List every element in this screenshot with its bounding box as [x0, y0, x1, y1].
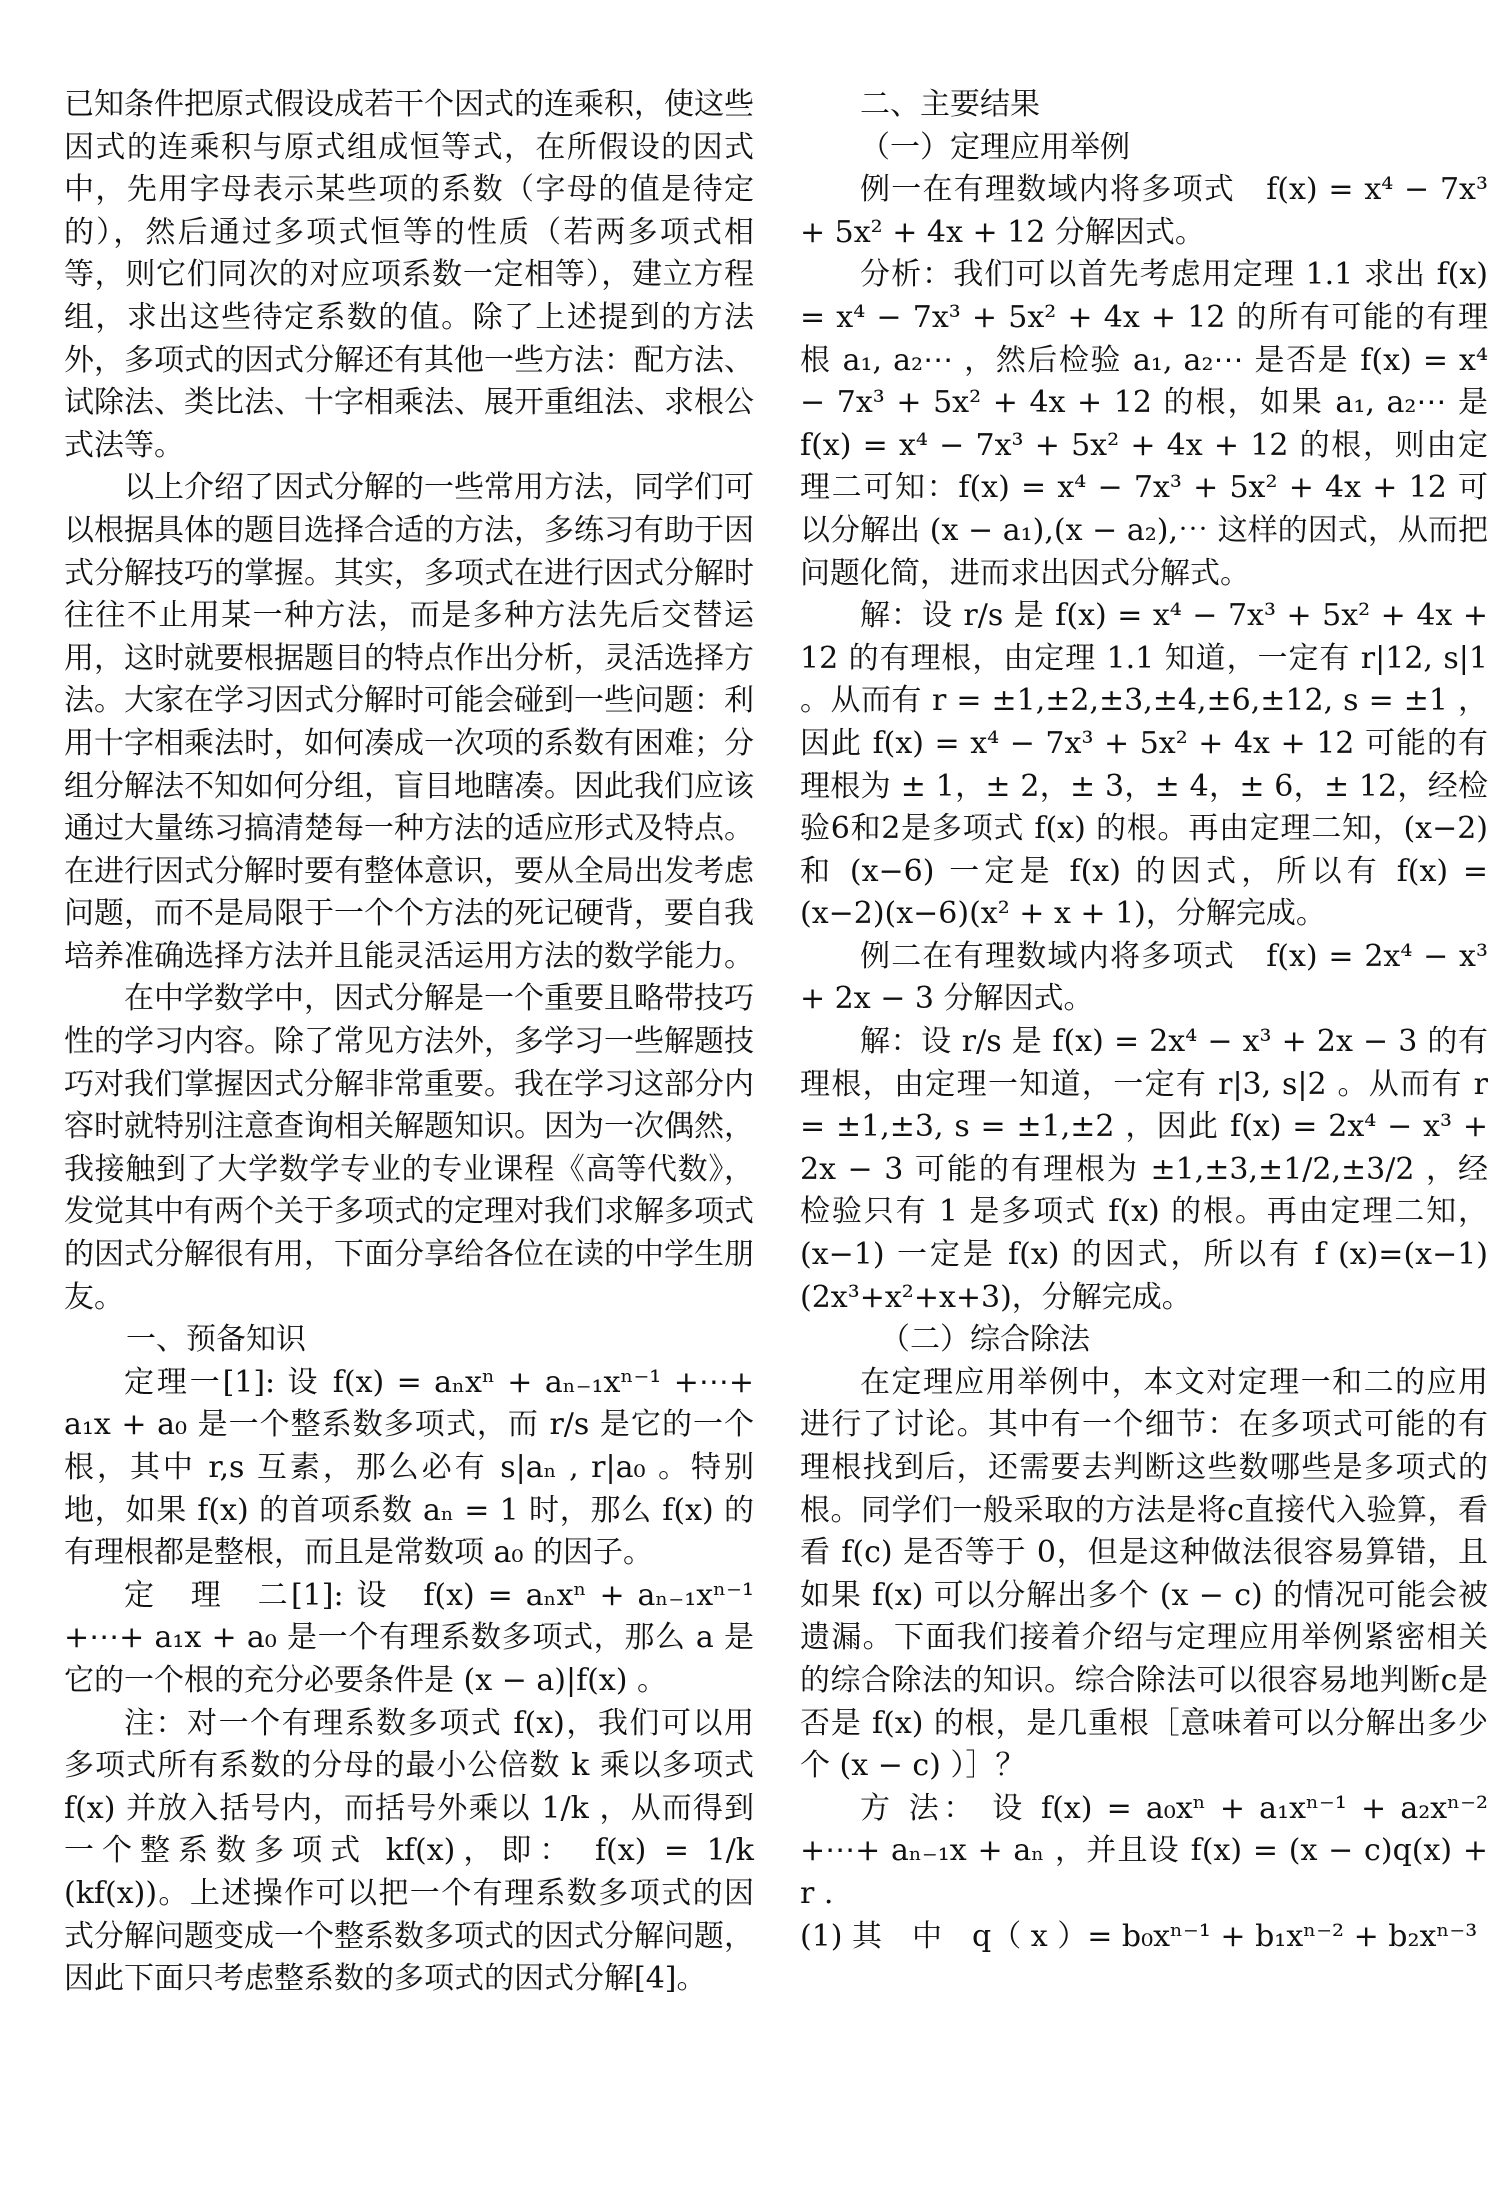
section-heading-preliminaries: 一、预备知识 — [126, 1322, 306, 1358]
paragraph-synthetic-division: 在定理应用举例中，本文对定理一和二的应用进行了讨论。其中有一个细节：在多项式可能的有理根找到后，还需要去判断这些数哪些是多项式的根。同学们一般采取的方法是将c直接代入验算，看看 f(c) 是否等于 0，但是这种做法很容易算错，且如果 f(x) 可以分解出多个 (x − c) 的情况可能会被遗漏。下面我们接着介绍与定理应用举例紧密相关的综合除法的知识。综合除法可以很容易地判断c是否是 f(x) 的根，是几重根［意味着可以分解出多少个 (x − c) ）］？ — [800, 1364, 1488, 1784]
solution-one: 解：设 r/s 是 f(x) = x⁴ − 7x³ + 5x² + 4x + 12 的有理根，由定理 1.1 知道，一定有 r|12, s|1 。从而有 r = ±1,±2,±3,±4,±6,±12, s = ±1 ，因此 f(x) = x⁴ − 7x³ + 5x² + 4x + 12 可能的有理根为 ± 1，± 2，± 3，± 4，± 6，± 12，经检验6和2是多项式 f(x) 的根。再由定理二知，(x−2) 和 (x−6) 一定是 f(x) 的因式，所以有 f(x) = (x−2)(x−6)(x² + x + 1)，分解完成。 — [800, 598, 1488, 932]
paragraph-motivation: 在中学数学中，因式分解是一个重要且略带技巧性的学习内容。除了常见方法外，多学习一些解题技巧对我们掌握因式分解非常重要。我在学习这部分内容时就特别注意查询相关解题知识。因为一次偶然，我接触到了大学数学专业的专业课程《高等代数》，发觉其中有两个关于多项式的定理对我们求解多项式的因式分解很有用，下面分享给各位在读的中学生朋友。 — [64, 981, 754, 1315]
solution-two: 解：设 r/s 是 f(x) = 2x⁴ − x³ + 2x − 3 的有理根，由定理一知道，一定有 r|3, s|2 。从而有 r = ±1,±3, s = ±1,±2 ，因此 f(x) = 2x⁴ − x³ + 2x − 3 可能的有理根为 ±1,±3,±1/2,±3/2 ，经检验只有 1 是多项式 f(x) 的根。再由定理二知，(x−1) 一定是 f(x) 的因式，所以有 f (x)=(x−1)(2x³+x²+x+3)，分解完成。 — [800, 1024, 1488, 1315]
paragraph-method-continued: (1) 其 中 q（ x ）= b₀xⁿ⁻¹ + b₁xⁿ⁻² + b₂xⁿ⁻³ — [800, 1918, 1478, 1954]
subsection-heading-examples: （一）定理应用举例 — [860, 129, 1130, 165]
theorem-two: 定 理 二[1]: 设 f(x) = aₙxⁿ + aₙ₋₁xⁿ⁻¹ +⋯+ a₁x + a₀ 是一个有理系数多项式，那么 a 是它的一个根的充分必要条件是 (x − a)|f(x) 。 — [64, 1577, 754, 1698]
subsection-heading-synthetic-division: （二）综合除法 — [880, 1322, 1090, 1358]
note-paragraph: 注：对一个有理系数多项式 f(x)，我们可以用多项式所有系数的分母的最小公倍数 k 乘以多项式 f(x) 并放入括号内，而括号外乘以 1/k ，从而得到一个整系数多项式 kf(x)，即： f(x) = 1/k (kf(x))。上述操作可以把一个有理系数多项式的因式分解问题变成一个整系数多项式的因式分解问题，因此下面只考虑整系数的多项式的因式分解[4]。 — [64, 1705, 754, 1997]
left-column — [64, 84, 754, 2001]
theorem-one: 定理一[1]: 设 f(x) = aₙxⁿ + aₙ₋₁xⁿ⁻¹ +⋯+ a₁x + a₀ 是一个整系数多项式，而 r/s 是它的一个根，其中 r,s 互素，那么必有 s|aₙ , r|a₀ 。特别地，如果 f(x) 的首项系数 aₙ = 1 时，那么 f(x) 的有理根都是整根，而且是常数项 a₀ 的因子。 — [64, 1364, 754, 1571]
section-heading-main-results: 二、主要结果 — [860, 87, 1040, 122]
right-column — [800, 84, 1488, 1958]
example-two: 例二在有理数域内将多项式 f(x) = 2x⁴ − x³ + 2x − 3 分解因式。 — [800, 938, 1488, 1017]
example-one: 例一在有理数域内将多项式 f(x) = x⁴ − 7x³ + 5x² + 4x + 12 分解因式。 — [800, 172, 1488, 250]
paragraph-method: 方 法： 设 f(x) = a₀xⁿ + a₁xⁿ⁻¹ + a₂xⁿ⁻² +⋯+ aₙ₋₁x + aₙ ，并且设 f(x) = (x − c)q(x) + r . — [800, 1790, 1488, 1911]
paragraph-methods-summary: 以上介绍了因式分解的一些常用方法，同学们可以根据具体的题目选择合适的方法，多练习有助于因式分解技巧的掌握。其实，多项式在进行因式分解时往往不止用某一种方法，而是多种方法先后交替运用，这时就要根据题目的特点作出分析，灵活选择方法。大家在学习因式分解时可能会碰到一些问题：利用十字相乘法时，如何凑成一次项的系数有困难；分组分解法不知如何分组，盲目地瞎凑。因此我们应该通过大量练习搞清楚每一种方法的适应形式及特点。在进行因式分解时要有整体意识，要从全局出发考虑问题，而不是局限于一个个方法的死记硬背，要自我培养准确选择方法并且能灵活运用方法的数学能力。 — [64, 470, 754, 974]
analysis-one: 分析：我们可以首先考虑用定理 1.1 求出 f(x) = x⁴ − 7x³ + 5x² + 4x + 12 的所有可能的有理根 a₁, a₂⋯ ，然后检验 a₁, a₂⋯ 是否是 f(x) = x⁴ − 7x³ + 5x² + 4x + 12 的根，如果 a₁, a₂⋯ 是 f(x) = x⁴ − 7x³ + 5x² + 4x + 12 的根，则由定理二可知：f(x) = x⁴ − 7x³ + 5x² + 4x + 12 可以分解出 (x − a₁),(x − a₂),⋯ 这样的因式，从而把问题化简，进而求出因式分解式。 — [800, 257, 1488, 591]
paragraph-continuation: 已知条件把原式假设成若干个因式的连乘积，使这些因式的连乘积与原式组成恒等式，在所假设的因式中，先用字母表示某些项的系数（字母的值是待定的），然后通过多项式恒等的性质（若两多项式相等，则它们同次的对应项系数一定相等），建立方程组，求出这些待定系数的值。除了上述提到的方法外，多项式的因式分解还有其他一些方法：配方法、试除法、类比法、十字相乘法、展开重组法、求根公式法等。 — [64, 87, 754, 463]
